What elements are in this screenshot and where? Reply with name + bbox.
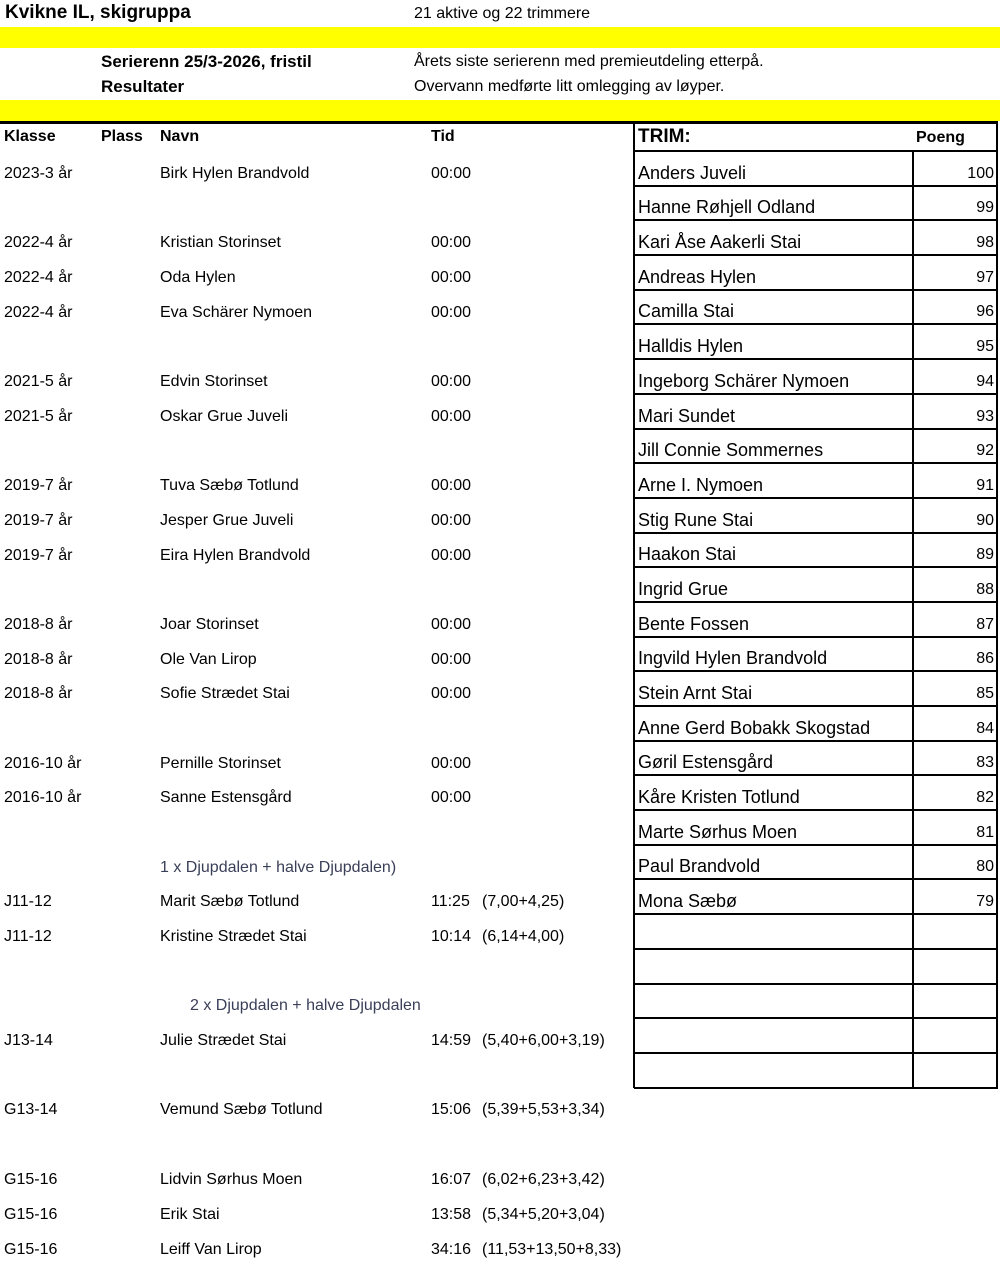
trim-row	[634, 499, 998, 534]
trim-points: 88	[976, 580, 994, 598]
result-split: (7,00+4,25)	[482, 893, 565, 910]
result-klasse: 2016-10 år	[4, 755, 82, 772]
result-split: (5,40+6,00+3,19)	[482, 1032, 605, 1049]
result-tid: 00:00	[431, 234, 472, 251]
result-klasse: G15-16	[4, 1206, 58, 1223]
column-header-klasse: Klasse	[4, 128, 56, 145]
participant-summary: 21 aktive og 22 trimmere	[414, 5, 591, 22]
trim-header-row	[634, 124, 998, 152]
trim-name: Camilla Stai	[638, 301, 735, 322]
trim-row	[634, 603, 998, 638]
result-navn: Tuva Sæbø Totlund	[160, 477, 299, 494]
result-klasse: 2022-4 år	[4, 234, 73, 251]
results-label: Resultater	[101, 77, 185, 96]
trim-points: 94	[976, 372, 994, 390]
trim-points: 92	[976, 442, 994, 460]
trim-row	[634, 672, 998, 707]
trim-row	[634, 464, 998, 499]
trim-points: 83	[976, 754, 994, 772]
trim-name: Kari Åse Aakerli Stai	[638, 232, 802, 253]
trim-heading: TRIM:	[638, 126, 691, 147]
result-navn: Edvin Storinset	[160, 373, 268, 390]
result-klasse: 2019-7 år	[4, 512, 73, 529]
result-tid: 00:00	[431, 547, 472, 564]
result-klasse: 2023-3 år	[4, 165, 73, 182]
result-klasse: J11-12	[4, 928, 52, 945]
trim-points: 82	[976, 789, 994, 807]
trim-border-left	[633, 124, 635, 1088]
result-klasse: G13-14	[4, 1101, 58, 1118]
trim-points: 93	[976, 407, 994, 425]
event-note-2: Overvann medførte litt omlegging av løyper.	[414, 78, 725, 95]
result-navn: Joar Storinset	[160, 616, 259, 633]
result-tid: 00:00	[431, 685, 472, 702]
result-split: (6,14+4,00)	[482, 928, 565, 945]
result-tid: 00:00	[431, 789, 472, 806]
event-note-1: Årets siste serierenn med premieutdeling etterpå.	[414, 53, 764, 70]
result-tid: 00:00	[431, 269, 472, 286]
trim-name: Mona Sæbø	[638, 891, 738, 912]
trim-column-divider	[912, 152, 914, 1088]
result-navn: Oda Hylen	[160, 269, 236, 286]
trim-name: Arne I. Nymoen	[638, 474, 764, 495]
trim-row	[634, 1019, 998, 1054]
result-navn: Jesper Grue Juveli	[160, 512, 294, 529]
page-title: Kvikne IL, skigruppa	[5, 2, 191, 23]
result-navn: Ole Van Lirop	[160, 651, 257, 668]
trim-row	[634, 880, 998, 915]
course-section-note: 1 x Djupdalen + halve Djupdalen)	[160, 859, 397, 876]
result-navn: Eira Hylen Brandvold	[160, 547, 311, 564]
result-tid: 00:00	[431, 651, 472, 668]
result-tid: 00:00	[431, 165, 472, 182]
trim-points-heading: Poeng	[916, 129, 965, 146]
trim-row	[634, 742, 998, 777]
result-klasse: 2019-7 år	[4, 477, 73, 494]
trim-row	[634, 846, 998, 881]
trim-row	[634, 638, 998, 673]
trim-points: 86	[976, 650, 994, 668]
result-tid: 10:14	[431, 928, 472, 945]
result-navn: Lidvin Sørhus Moen	[160, 1171, 303, 1188]
result-klasse: J11-12	[4, 893, 52, 910]
result-klasse: 2019-7 år	[4, 547, 73, 564]
result-split: (5,39+5,53+3,34)	[482, 1101, 605, 1118]
result-tid: 16:07	[431, 1171, 472, 1188]
trim-points: 95	[976, 338, 994, 356]
trim-points: 79	[976, 893, 994, 911]
event-title: Serierenn 25/3-2026, fristil	[101, 52, 312, 71]
trim-row	[634, 534, 998, 569]
result-tid: 00:00	[431, 755, 472, 772]
result-klasse: G15-16	[4, 1241, 58, 1258]
trim-row	[634, 568, 998, 603]
trim-points: 98	[976, 234, 994, 252]
trim-row	[634, 776, 998, 811]
trim-points: 85	[976, 685, 994, 702]
trim-row	[634, 430, 998, 465]
trim-name: Mari Sundet	[638, 405, 736, 426]
trim-row	[634, 915, 998, 950]
result-tid: 11:25	[431, 893, 470, 910]
trim-row	[634, 985, 998, 1020]
trim-points: 84	[976, 719, 994, 737]
result-navn: Erik Stai	[160, 1206, 220, 1223]
trim-row	[634, 187, 998, 222]
trim-name: Paul Brandvold	[638, 856, 761, 877]
result-tid: 13:58	[431, 1206, 472, 1223]
result-klasse: 2022-4 år	[4, 269, 73, 286]
result-klasse: 2022-4 år	[4, 304, 73, 321]
result-klasse: 2018-8 år	[4, 651, 73, 668]
result-klasse: 2018-8 år	[4, 685, 73, 702]
trim-row	[634, 291, 998, 326]
trim-border-right	[996, 124, 998, 1088]
trim-name: Bente Fossen	[638, 613, 750, 634]
result-klasse: G15-16	[4, 1171, 58, 1188]
result-navn: Vemund Sæbø Totlund	[160, 1101, 323, 1118]
result-klasse: 2021-5 år	[4, 408, 73, 425]
result-tid: 00:00	[431, 304, 472, 321]
trim-row	[634, 360, 998, 395]
result-navn: Leiff Van Lirop	[160, 1241, 262, 1258]
trim-table	[634, 124, 998, 1089]
result-tid: 00:00	[431, 512, 472, 529]
result-split: (6,02+6,23+3,42)	[482, 1171, 605, 1188]
trim-row	[634, 152, 998, 187]
trim-name: Ingrid Grue	[638, 578, 729, 599]
result-navn: Oskar Grue Juveli	[160, 408, 289, 425]
result-tid: 34:16	[431, 1241, 472, 1258]
result-tid: 15:06	[431, 1101, 472, 1118]
trim-row	[634, 395, 998, 430]
trim-name: Jill Connie Sommernes	[638, 440, 824, 461]
result-navn: Kristine Strædet Stai	[160, 928, 307, 945]
trim-points: 81	[976, 823, 994, 841]
trim-name: Stig Rune Stai	[638, 509, 754, 530]
trim-points: 96	[976, 303, 994, 321]
column-header-plass: Plass	[101, 128, 143, 145]
trim-name: Gøril Estensgård	[638, 752, 774, 773]
trim-points: 80	[976, 858, 994, 876]
result-navn: Kristian Storinset	[160, 234, 281, 251]
result-navn: Birk Hylen Brandvold	[160, 165, 310, 182]
result-navn: Sofie Strædet Stai	[160, 685, 290, 702]
result-navn: Sanne Estensgård	[160, 789, 292, 806]
trim-name: Andreas Hylen	[638, 266, 757, 287]
trim-name: Ingeborg Schärer Nymoen	[638, 370, 850, 391]
trim-points: 91	[976, 476, 994, 494]
result-split: (5,34+5,20+3,04)	[482, 1206, 605, 1223]
result-tid: 00:00	[431, 616, 472, 633]
trim-points: 89	[976, 546, 994, 564]
trim-name: Anne Gerd Bobakk Skogstad	[638, 717, 871, 738]
trim-row	[634, 325, 998, 360]
trim-name: Anders Juveli	[638, 162, 747, 183]
trim-name: Stein Arnt Stai	[638, 683, 753, 703]
trim-row	[634, 811, 998, 846]
column-header-navn: Navn	[160, 128, 200, 145]
trim-name: Haakon Stai	[638, 544, 737, 565]
result-tid: 00:00	[431, 373, 472, 390]
trim-points: 87	[976, 615, 994, 633]
result-klasse: 2021-5 år	[4, 373, 73, 390]
trim-points: 99	[976, 199, 994, 217]
trim-name: Halldis Hylen	[638, 336, 744, 357]
trim-name: Marte Sørhus Moen	[638, 821, 798, 842]
trim-row	[634, 256, 998, 291]
trim-row	[634, 707, 998, 742]
result-tid: 14:59	[431, 1032, 472, 1049]
trim-points: 90	[976, 511, 994, 529]
result-navn: Marit Sæbø Totlund	[160, 893, 300, 910]
trim-points: 100	[967, 164, 994, 182]
result-navn: Julie Strædet Stai	[160, 1032, 287, 1049]
result-klasse: 2018-8 år	[4, 616, 73, 633]
trim-row	[634, 1054, 998, 1089]
trim-points: 97	[976, 268, 994, 286]
result-navn: Eva Schärer Nymoen	[160, 304, 313, 321]
result-navn: Pernille Storinset	[160, 755, 281, 772]
highlight-band-top	[0, 27, 1000, 48]
trim-name: Ingvild Hylen Brandvold	[638, 648, 828, 669]
column-header-tid: Tid	[431, 128, 455, 145]
trim-row	[634, 950, 998, 985]
result-klasse: J13-14	[4, 1032, 53, 1049]
result-tid: 00:00	[431, 477, 472, 494]
trim-name: Kåre Kristen Totlund	[638, 787, 800, 808]
result-split: (11,53+13,50+8,33)	[482, 1241, 622, 1258]
trim-row	[634, 221, 998, 256]
result-klasse: 2016-10 år	[4, 789, 82, 806]
highlight-band-bottom	[0, 100, 1000, 121]
result-tid: 00:00	[431, 408, 472, 425]
course-section-note: 2 x Djupdalen + halve Djupdalen	[190, 997, 421, 1014]
trim-name: Hanne Røhjell Odland	[638, 197, 816, 218]
